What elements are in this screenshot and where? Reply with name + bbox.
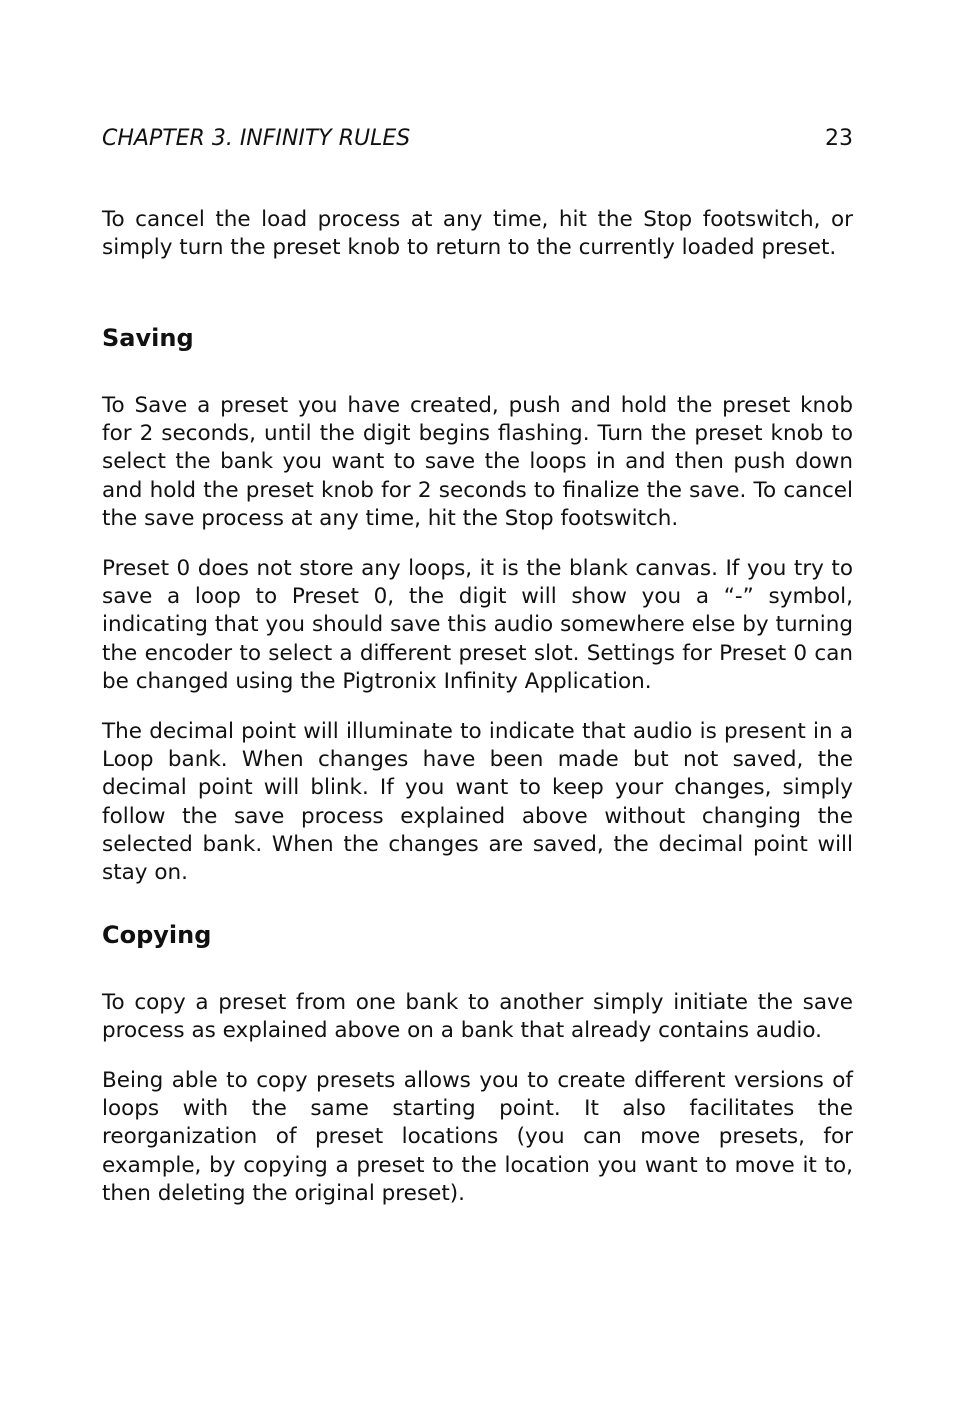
saving-heading: Saving	[102, 324, 194, 352]
copying-paragraph-1: To copy a preset from one bank to another simply initiate the save process as explained above on a bank that already contains audio.	[102, 990, 853, 1044]
copying-paragraph-2: Being able to copy presets allows you to create different versions of loops with the same starting point. It also facilitates the reorganization of preset locations (you can move presets, for example, by copying a preset to the location you want to move it to, then deleting the original preset).	[102, 1068, 853, 1206]
page-number: 23	[825, 126, 853, 151]
copying-heading: Copying	[102, 921, 212, 949]
chapter-title: CHAPTER 3. INFINITY RULES	[102, 126, 411, 151]
saving-paragraph-1: To Save a preset you have created, push and hold the preset knob for 2 seconds, until the digit begins flashing. Turn the preset knob to select the bank you want to save the loops in and then push down and hold the preset knob for 2 seconds to finalize the save. To cancel the save process at any time, hit the Stop footswitch.	[102, 393, 853, 531]
saving-paragraph-2: Preset 0 does not store any loops, it is the blank canvas. If you try to save a loop to Preset 0, the digit will show you a “-” symbol, indicating that you should save this audio somewhere else by turning the encoder to select a different preset slot. Settings for Preset 0 can be changed using the Pigtronix Infinity Application.	[102, 556, 853, 694]
saving-paragraph-3: The decimal point will illuminate to indicate that audio is present in a Loop bank. When changes have been made but not saved, the decimal point will blink. If you want to keep your changes, simply follow the save process explained above without changing the selected bank. When the changes are saved, the decimal point will stay on.	[102, 719, 853, 886]
intro-paragraph: To cancel the load process at any time, hit the Stop footswitch, or simply turn the preset knob to return to the currently loaded preset.	[102, 207, 853, 261]
running-header	[102, 124, 853, 154]
